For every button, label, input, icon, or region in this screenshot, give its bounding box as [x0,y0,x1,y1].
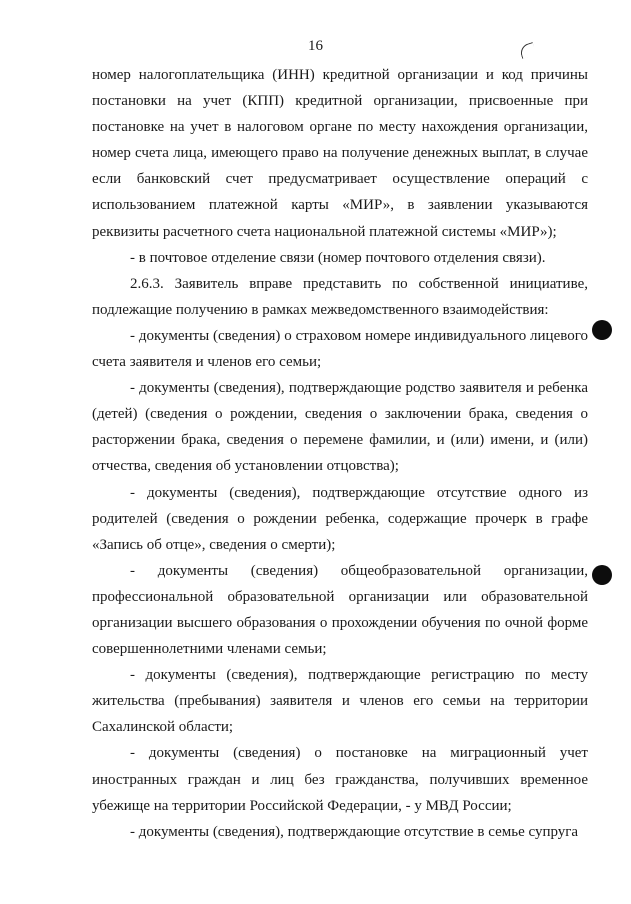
list-item-registration: - документы (сведения), подтверждающие регистрацию по месту жительства (пребывания) заявителя и членов его семьи на территории Сахалинской области; [92,667,588,736]
list-item-education: - документы (сведения) общеобразовательной организации, профессиональной образовательной организации или образовательной организации высшего образования о прохождении обучения по очной форме совершеннолетними членами семьи; [92,562,588,658]
paragraph-continuation: номер налогоплательщика (ИНН) кредитной организации и код причины постановки на учет (КПП) кредитной организации, присвоенные при постановке на учет в налоговом органе по месту нахождения организации, номер счета лица, имеющего право на получение денежных выплат, в случае если банковский счет предусматривает осуществление операций с использованием платежной карты «МИР», в заявлении указываются реквизиты расчетного счета национальной платежной системы «МИР»); [92,67,588,240]
page-number: 16 [308,38,323,54]
paragraph-post-office: - в почтовое отделение связи (номер почтового отделения связи). [130,249,546,266]
list-item-migration: - документы (сведения) о постановке на миграционный учет иностранных граждан и лиц без гражданства, получивших временное убежище на территории Российской Федерации, - у МВД России; [92,745,588,814]
punch-hole-bottom [592,565,612,585]
list-item-spouse-absence: - документы (сведения), подтверждающие отсутствие в семье супруга [130,823,579,840]
list-item-kinship: - документы (сведения), подтверждающие родство заявителя и ребенка (детей) (сведения о рождении, сведения о заключении брака, сведения о расторжении брака, сведения о перемене фамилии, и (или) имени, и (или) отчества, сведения об установлении отцовства); [92,380,588,475]
list-item-parent-absence: - документы (сведения), подтверждающие отсутствие одного из родителей (сведения о рождении ребенка, содержащие прочерк в графе «Запись об отце», сведения о смерти); [92,484,588,553]
document-body [92,62,588,845]
punch-hole-top [592,320,612,340]
list-item-snils: - документы (сведения) о страховом номере индивидуального лицевого счета заявителя и членов его семьи; [92,327,588,371]
paragraph-2-6-3: 2.6.3. Заявитель вправе представить по собственной инициативе, подлежащие получению в рамках межведомственного взаимодействия: [92,275,588,318]
